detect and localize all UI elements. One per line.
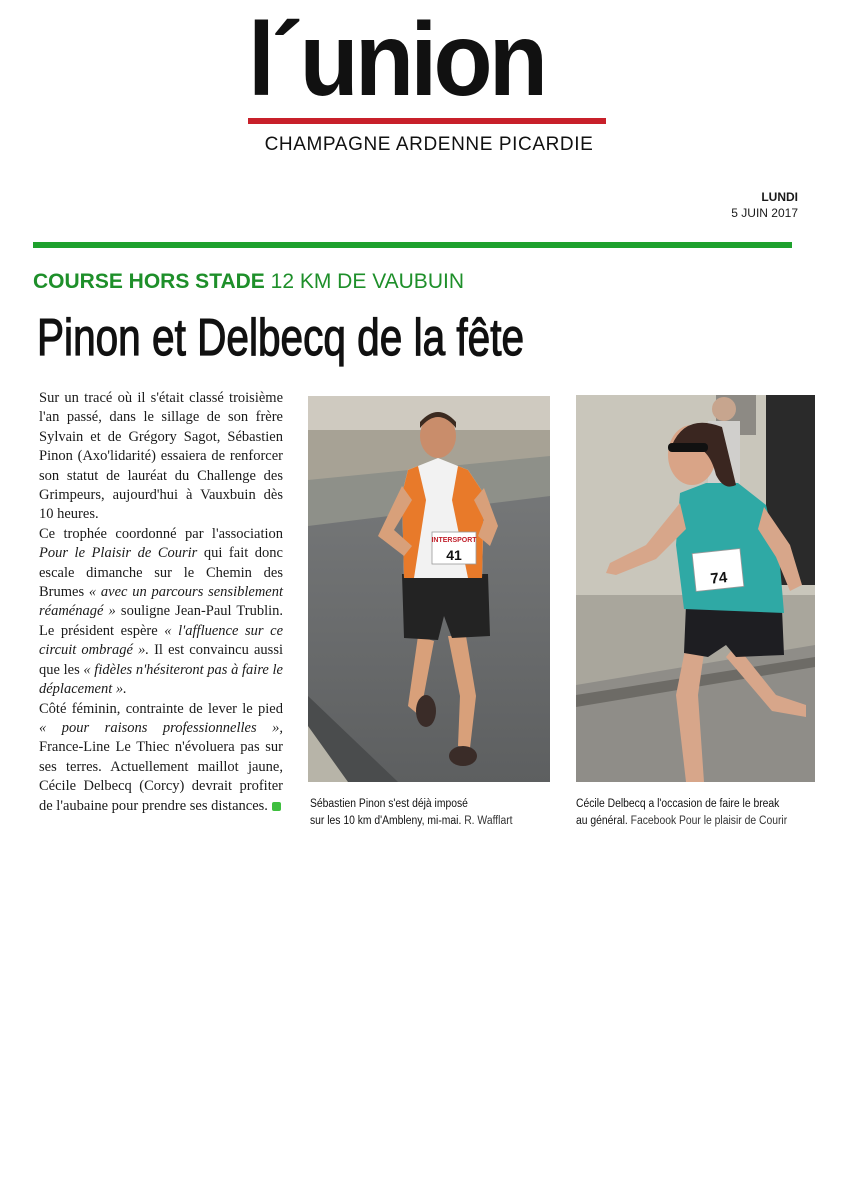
photo-credit-2: Facebook Pour le plaisir de Courir — [630, 815, 788, 827]
photo-runner-delbecq — [576, 395, 815, 782]
kicker-bold: COURSE HORS STADE — [33, 270, 265, 293]
newspaper-logo: l´union — [248, 2, 545, 118]
article-headline: Pinon et Delbecq de la fête — [37, 309, 525, 367]
kicker-rest: 12 KM DE VAUBUIN — [270, 270, 464, 293]
paragraph-1: Sur un tracé où il s'était classé troisième l'an passé, dans le sillage de son frère Sylvain et de Grégory Sagot, Sébastien Pinon (Axo'lidarité) essaiera de renforcer son statut de lauréat du Challenge des Grimpeurs, aujourd'hui à Vauxbuin dès 10 heures. — [39, 390, 283, 523]
caption-1-line-1: Sébastien Pinon s'est déjà imposé — [310, 798, 468, 810]
article-body — [39, 389, 283, 816]
masthead-subtitle: CHAMPAGNE ARDENNE PICARDIE — [264, 134, 594, 155]
photo-runner-pinon — [308, 396, 550, 782]
paragraph-2: Ce trophée coordonné par l'association Pour le Plaisir de Courir qui fait donc escale dimanche sur le Chemin des Brumes « avec un parcours sensiblement réaménagé » souligne Jean-Paul Trublin. Le président espère « l'affluence sur ce circuit ombragé ». Il est convaincu aussi que les « fidèles n'hésiteront pas à faire le déplacement ». — [39, 525, 284, 698]
photo-credit-1: R. Wafflart — [464, 815, 513, 827]
paragraph-3: Côté féminin, contrainte de lever le pied « pour raisons professionnelles », France-Line Le Thiec n'évoluera pas sur ses terres. Actuellement maillot jaune, Cécile Delbecq (Corcy) devrait profiter de l'aubaine pour prendre ses distances. — [39, 700, 283, 814]
caption-2-line-1: Cécile Delbecq a l'occasion de faire le break — [576, 798, 780, 810]
bib-number-41: 41 — [446, 547, 462, 563]
caption-photo-2 — [576, 796, 787, 830]
bib-number-74: 74 — [709, 569, 729, 588]
end-of-article-icon — [272, 802, 281, 811]
masthead — [248, 2, 610, 155]
dateline-date: 5 JUIN 2017 — [731, 206, 798, 220]
logo-red-rule — [248, 118, 606, 124]
caption-2-line-2: au général. Facebook Pour le plaisir de Courir — [576, 815, 788, 827]
dateline — [731, 189, 798, 221]
dateline-day: LUNDI — [761, 190, 798, 204]
caption-1-line-2: sur les 10 km d'Ambleny, mi-mai. R. Wafflart — [310, 815, 513, 827]
bib-sponsor-text: INTERSPORT — [431, 537, 477, 544]
caption-photo-1 — [310, 796, 513, 830]
section-divider — [33, 242, 792, 248]
article-kicker — [33, 270, 464, 294]
